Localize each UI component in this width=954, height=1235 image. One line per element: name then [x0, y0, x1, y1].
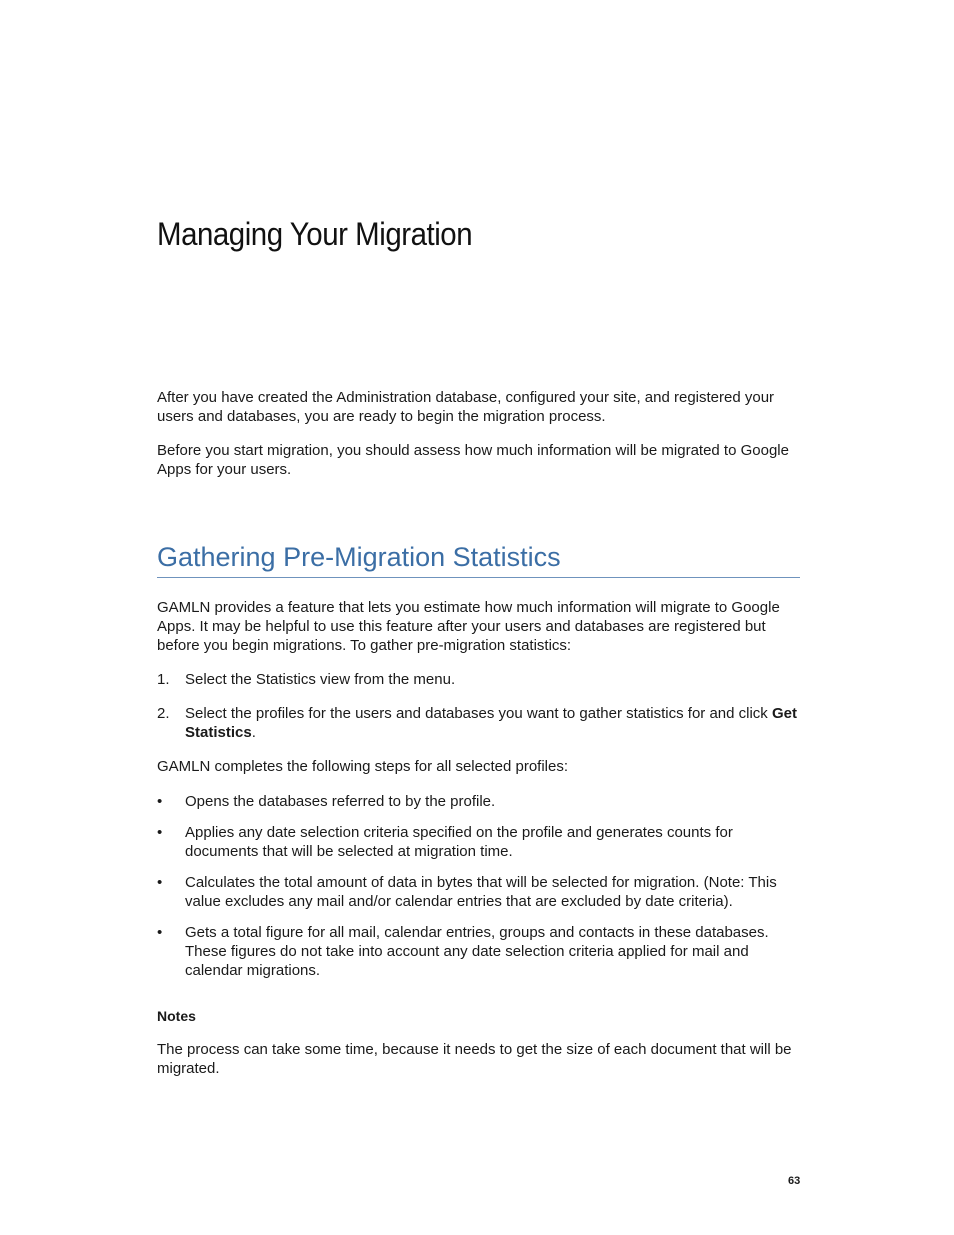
bullet-icon: • — [157, 793, 163, 810]
notes-heading: Notes — [157, 1008, 196, 1024]
step-2-number: 2. — [157, 705, 170, 722]
page-number: 63 — [788, 1175, 801, 1187]
bullet-item-2-text: Applies any date selection criteria specified on the profile and generates counts for documents that will be selected at migration time. — [185, 824, 733, 860]
section-heading: Gathering Pre-Migration Statistics — [157, 540, 800, 578]
intro-paragraph-2: Before you start migration, you should assess how much information will be migrated to Google Apps for your users. — [157, 442, 789, 478]
notes-paragraph: The process can take some time, because it needs to get the size of each document that will be migrated. — [157, 1041, 792, 1077]
step-2-text — [185, 704, 800, 742]
bullet-item-3-text: Calculates the total amount of data in bytes that will be selected for migration. (Note: This value excludes any mail and/or calendar entries that are excluded by date criteria). — [185, 874, 777, 910]
completes-paragraph: GAMLN completes the following steps for all selected profiles: — [157, 758, 569, 775]
bullet-icon: • — [157, 824, 163, 841]
step-2-text-before: Select the profiles for the users and databases you want to gather statistics for and click — [185, 705, 772, 722]
bullet-item-1-text: Opens the databases referred to by the profile. — [185, 793, 496, 810]
step-2-text-after: . — [251, 724, 256, 741]
step-1-text: Select the Statistics view from the menu. — [185, 671, 456, 688]
bullet-icon: • — [157, 874, 163, 891]
bullet-item-4-text: Gets a total figure for all mail, calendar entries, groups and contacts in these databases. These figures do not take into account any date selection criteria applied for mail and calendar migrations. — [185, 924, 769, 979]
step-1-number: 1. — [157, 671, 170, 688]
chapter-title: Managing Your Migration — [157, 216, 473, 252]
get-statistics-label: Get Statistics — [185, 705, 797, 741]
intro-paragraph-1: After you have created the Administration database, configured your site, and registered your users and databases, you are ready to begin the migration process. — [157, 389, 775, 425]
section-intro-paragraph: GAMLN provides a feature that lets you estimate how much information will migrate to Google Apps. It may be helpful to use this feature after your users and databases are registered but before you begin migrations. To gather pre-migration statistics: — [157, 599, 780, 654]
bullet-icon: • — [157, 924, 163, 941]
